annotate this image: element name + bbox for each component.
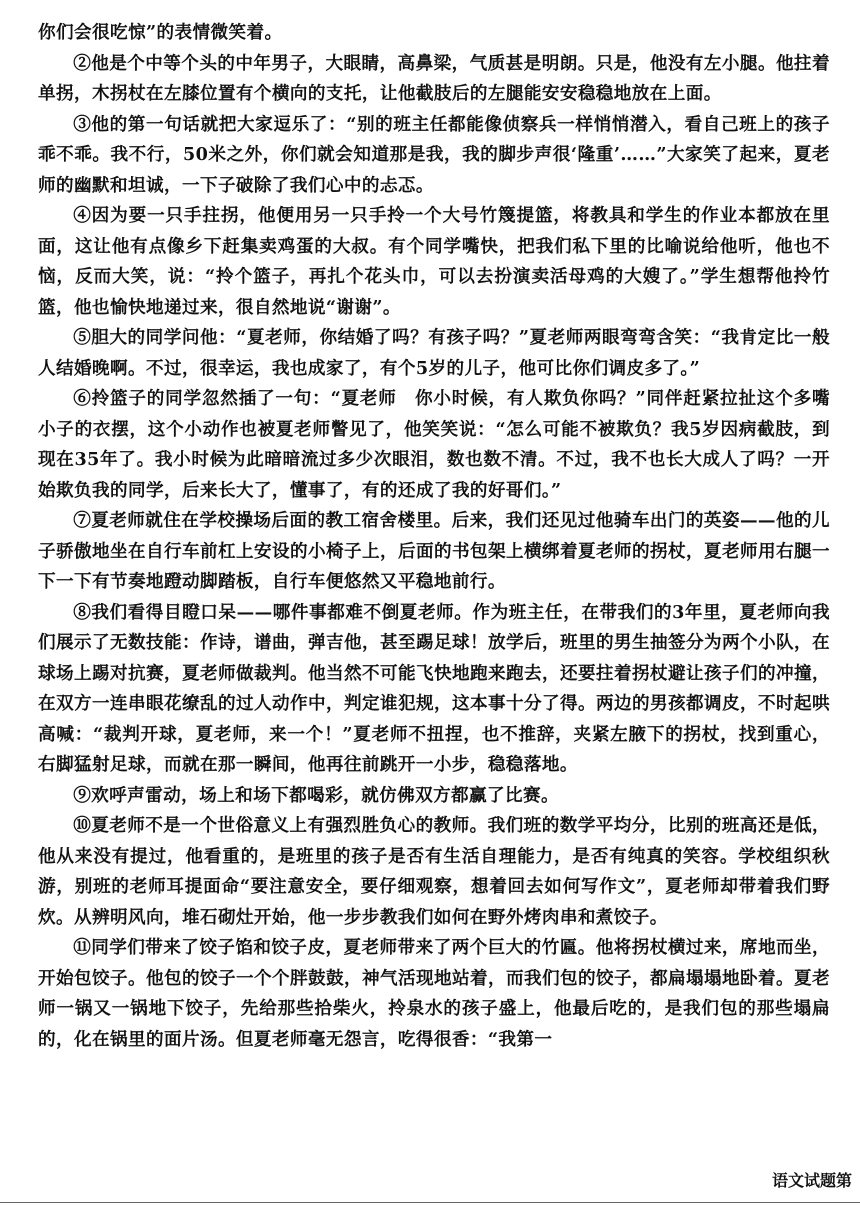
paragraph-3: ③他的第一句话就把大家逗乐了：“别的班主任都能像侦察兵一样悄悄潜入，看自己班上的孩子乖不乖。我不行，50米之外，你们就会知道那是我，我的脚步声很‘隆重’……”大家笑了起来，夏老师的幽默和坦诚，一下子破除了我们心中的忐忑。 [38, 113, 830, 196]
paragraph-5: ⑤胆大的同学问他：“夏老师，你结婚了吗？有孩子吗？”夏老师两眼弯弯含笑：“我肯定比一般人结婚晚啊。不过，很幸运，我也成家了，有个5岁的儿子，他可比你们调皮多了。” [38, 327, 830, 379]
paragraph-1-continued: 你们会很吃惊”的表情微笑着。 [38, 22, 283, 43]
reading-passage [38, 18, 830, 1055]
paragraph-11: ⑪同学们带来了饺子馅和饺子皮，夏老师带来了两个巨大的竹匾。他将拐杖横过来，席地而坐，开始包饺子。他包的饺子一个个胖鼓鼓，神气活现地站着，而我们包的饺子，都扁塌塌地卧着。夏老师一锅又一锅地下饺子，先给那些拾柴火，拎泉水的孩子盛上，他最后吃的，是我们包的那些塌扁的，化在锅里的面片汤。但夏老师毫无怨言，吃得很香：“我第一 [38, 937, 830, 1050]
page-footer-label: 语文试题第 [771, 1171, 852, 1190]
page-bottom-divider [0, 1202, 860, 1203]
paragraph-9: ⑨欢呼声雷动，场上和场下都喝彩，就仿佛双方都赢了比赛。 [73, 784, 560, 806]
paragraph-4: ④因为要一只手拄拐，他便用另一只手拎一个大号竹篾提篮，将教具和学生的作业本都放在里面，这让他有点像乡下赶集卖鸡蛋的大叔。有个同学嘴快，把我们私下里的比喻说给他听，他也不恼，反而大笑，说：“拎个篮子，再扎个花头巾，可以去扮演卖活母鸡的大嫂了。”学生想帮他拎竹篮，他也愉快地递过来，很自然地说“谢谢”。 [38, 205, 830, 318]
paragraph-10: ⑩夏老师不是一个世俗意义上有强烈胜负心的教师。我们班的数学平均分，比别的班高还是低，他从来没有提过，他看重的，是班里的孩子是否有生活自理能力，是否有纯真的笑容。学校组织秋游，别班的老师耳提面命“要注意安全，要仔细观察，想着回去如何写作文”，夏老师却带着我们野炊。从辨明风向，堆石砌灶开始，他一步步教我们如何在野外烤肉串和煮饺子。 [38, 815, 830, 928]
paragraph-7: ⑦夏老师就住在学校操场后面的教工宿舍楼里。后来，我们还见过他骑车出门的英姿——他的儿子骄傲地坐在自行车前杠上安设的小椅子上，后面的书包架上横绑着夏老师的拐杖，夏老师用右腿一下一下有节奏地蹬动脚踏板，自行车便悠然又平稳地前行。 [38, 510, 830, 592]
paragraph-2: ②他是个中等个头的中年男子，大眼睛，高鼻梁，气质甚是明朗。只是，他没有左小腿。他拄着单拐，木拐杖在左膝位置有个横向的支托，让他截肢后的左腿能安安稳稳地放在上面。 [38, 52, 830, 104]
paragraph-8: ⑧我们看得目瞪口呆——哪件事都难不倒夏老师。作为班主任，在带我们的3年里，夏老师向我们展示了无数技能：作诗，谱曲，弹吉他，甚至踢足球！放学后，班里的男生抽签分为两个小队，在球场上踢对抗赛，夏老师做裁判。他当然不可能飞快地跑来跑去，还要拄着拐杖避让孩子们的冲撞，在双方一连串眼花缭乱的过人动作中，判定谁犯规，这本事十分了得。两边的男孩都调皮，不时起哄高喊：“裁判开球，夏老师，来一个！”夏老师不扭捏，也不推辞，夹紧左腋下的拐杖，找到重心，右脚猛射足球，而就在那一瞬间，他再往前跳开一小步，稳稳落地。 [38, 601, 830, 775]
paragraph-6: ⑥拎篮子的同学忽然插了一句：“夏老师 你小时候，有人欺负你吗？”同伴赶紧拉扯这个多嘴小子的衣摆，这个小动作也被夏老师瞥见了，他笑笑说：“怎么可能不被欺负？我5岁因病截肢，到现在35年了。我小时候为此暗暗流过多少次眼泪，数也数不清。不过，我不也长大成人了吗？一开始欺负我的同学，后来长大了，懂事了，有的还成了我的好哥们。” [38, 388, 830, 501]
